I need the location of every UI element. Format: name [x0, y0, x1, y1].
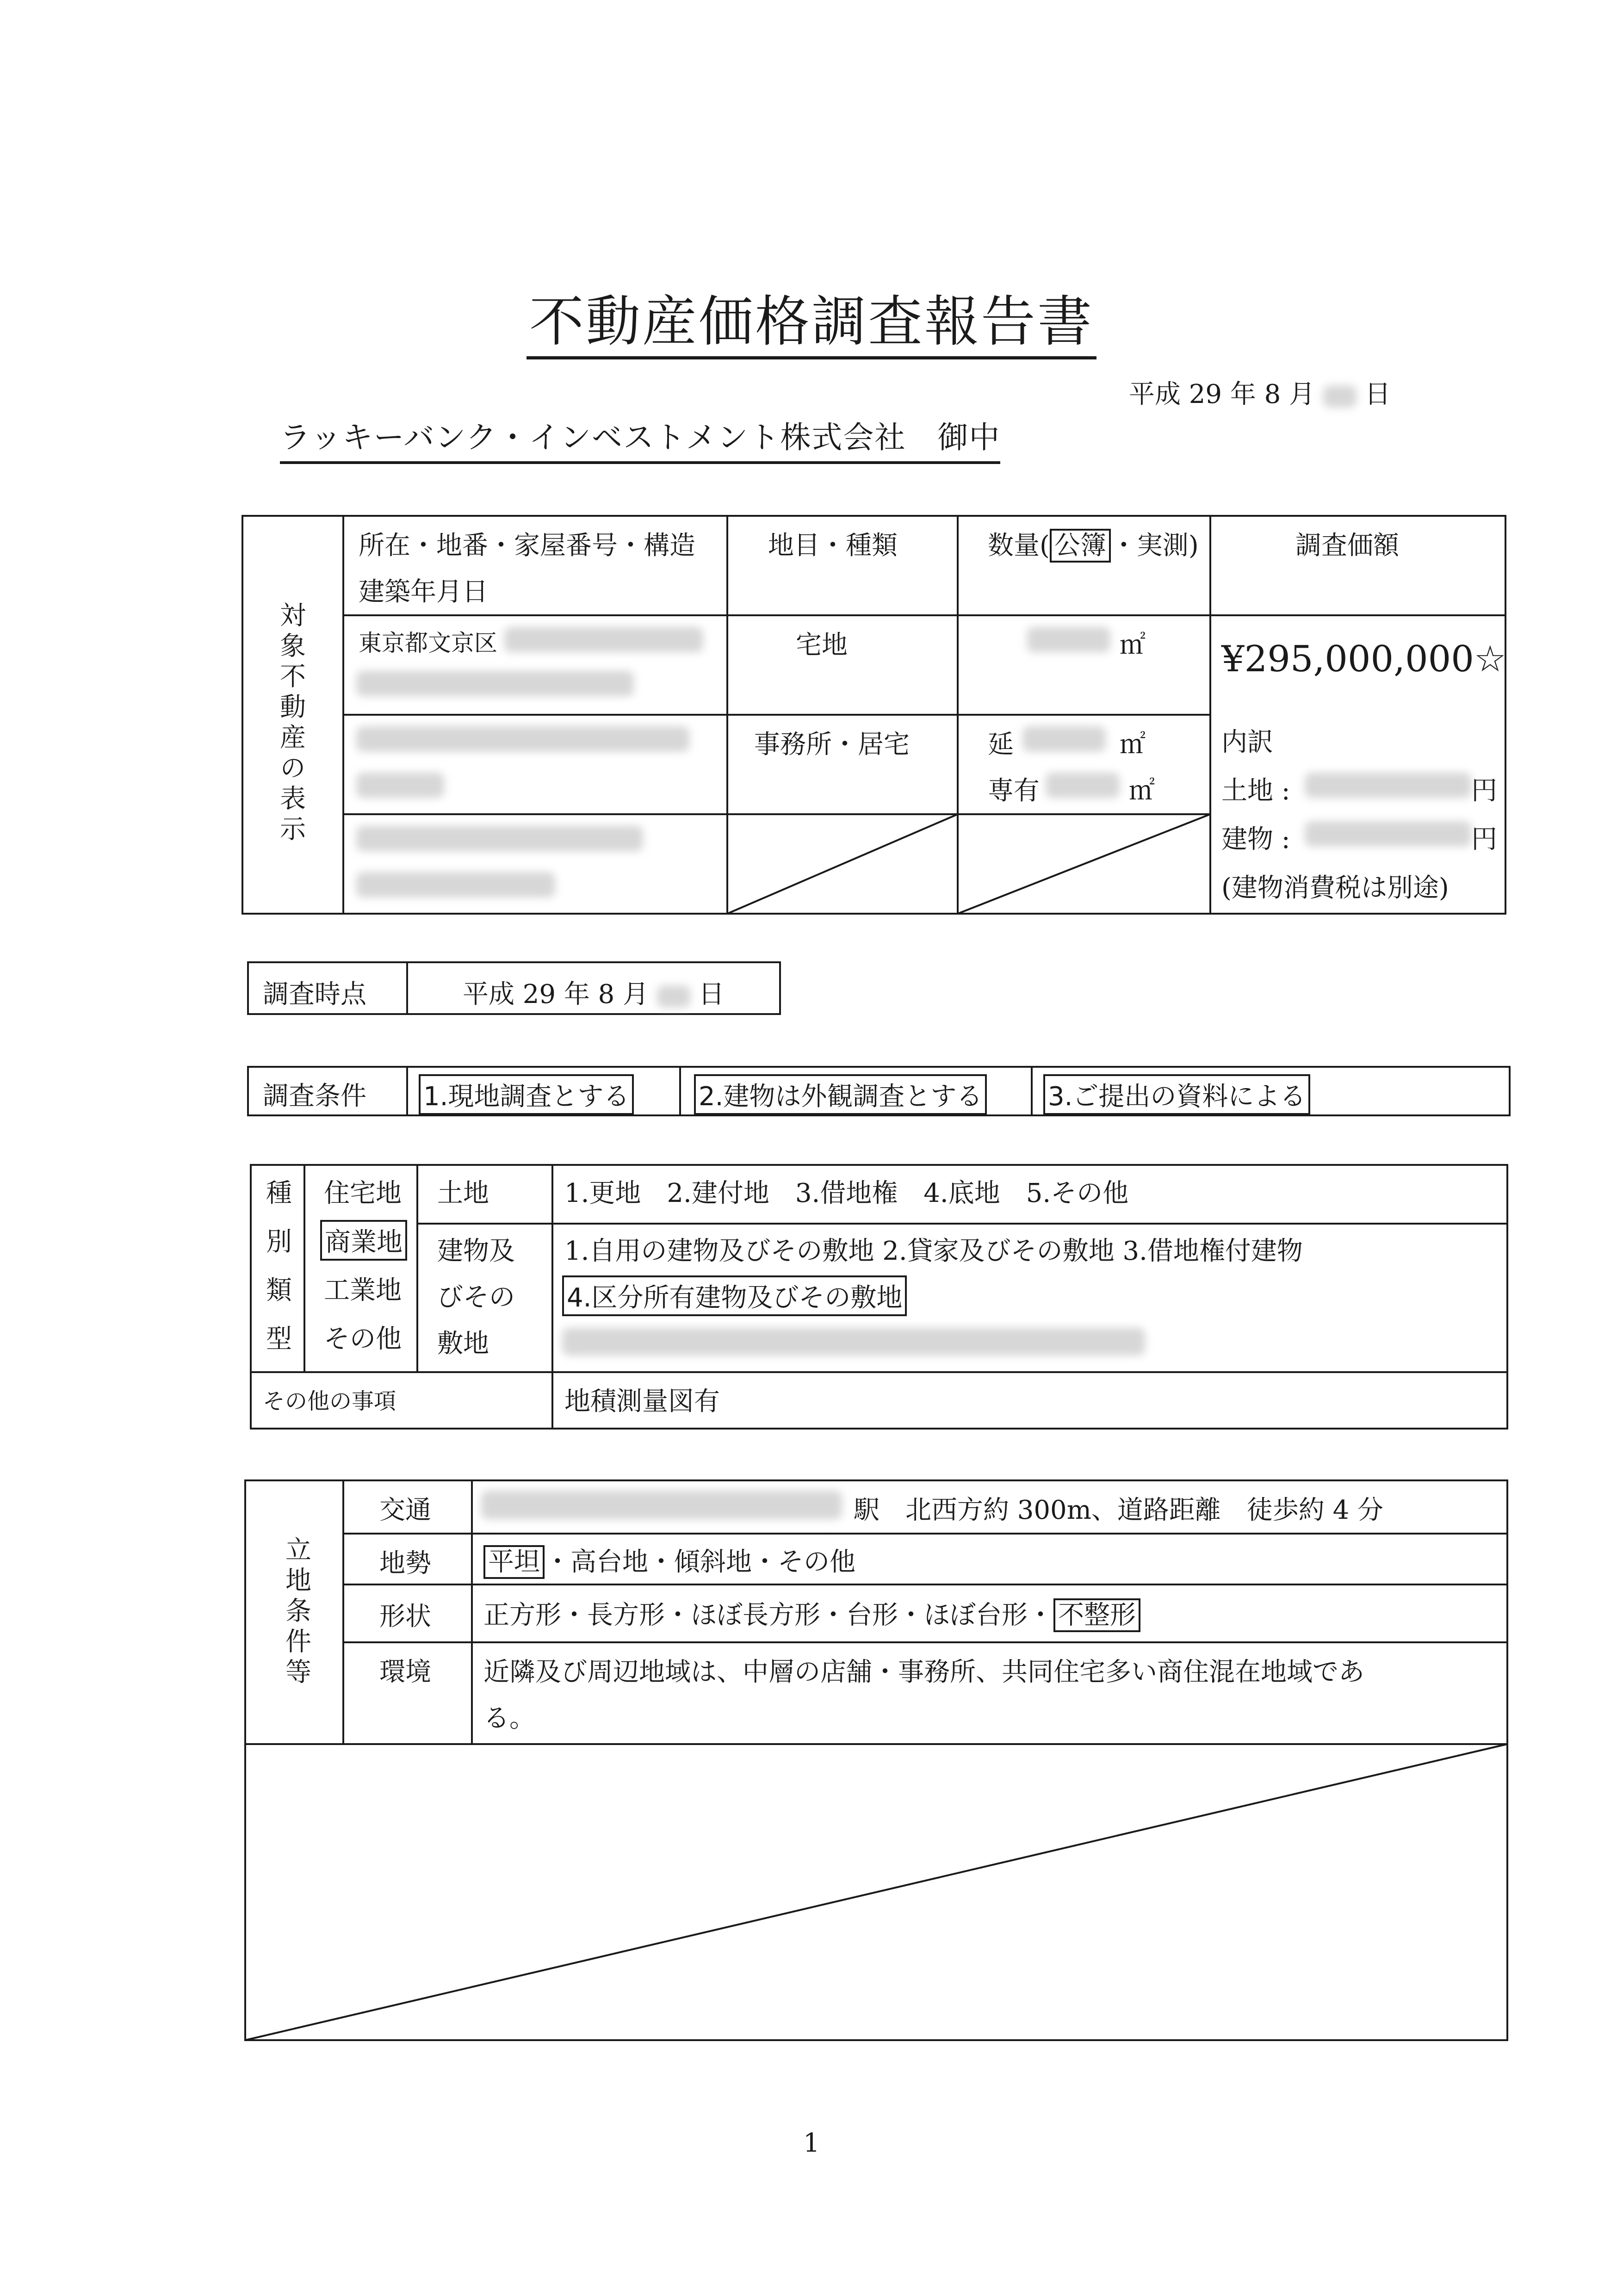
other-matters-value: 地積測量図有 [564, 1386, 720, 1417]
survey-conditions-label: 調査条件 [263, 1081, 366, 1111]
breakdown-label: 内訳 [1221, 727, 1273, 757]
row-label-environment: 環境 [379, 1657, 431, 1687]
address-visible: 東京都文京区 [359, 630, 497, 656]
other-matters-label: その他の事項 [263, 1388, 396, 1414]
survey-time-label: 調査時点 [263, 979, 366, 1009]
land-type-options: 1.更地 2.建付地 3.借地権 4.底地 5.その他 [564, 1178, 1129, 1208]
building-type-label: 建物及 [437, 1236, 515, 1266]
unit-sqm: ㎡ [1120, 630, 1146, 660]
redacted-area [1022, 726, 1106, 752]
report-date: 平成 29 年 8 月 日 [1129, 379, 1391, 409]
yen-unit: 円 [1471, 776, 1497, 806]
building-category-value: 事務所・居宅 [754, 730, 910, 760]
type-side-char: 種 [266, 1178, 292, 1208]
redacted-address [356, 872, 555, 897]
header-location: 所在・地番・家屋番号・構造 [359, 531, 695, 561]
condition-1: 1.現地調査とする [419, 1074, 634, 1115]
exclusive-area-label: 専有 [988, 776, 1040, 806]
building-price-label: 建物 : [1221, 824, 1290, 854]
land-category-value: 宅地 [796, 630, 848, 660]
total-floor-label: 延 [988, 730, 1014, 760]
unit-sqm: ㎡ [1120, 730, 1146, 760]
environment-value-line2: る。 [483, 1703, 535, 1733]
land-price-label: 土地 : [1221, 776, 1290, 806]
redacted-building-detail [562, 1328, 1145, 1355]
unit-sqm: ㎡ [1129, 776, 1155, 806]
zone-industrial: 工業地 [324, 1275, 402, 1306]
terrain-value: 平坦 ・高台地・傾斜地・その他 [483, 1541, 855, 1578]
type-side-char: 類 [266, 1275, 292, 1306]
addressee: ラッキーバンク・インベストメント株式会社 御中 [280, 413, 1000, 464]
row-label-shape: 形状 [379, 1602, 431, 1632]
redacted-address [504, 627, 703, 652]
redacted-station [481, 1491, 842, 1519]
header-built-date: 建築年月日 [359, 577, 488, 607]
survey-time-value: 平成 29 年 8 月 日 [463, 979, 725, 1009]
redacted-area [1046, 773, 1120, 798]
transport-value: 駅 北西方約 300m、道路距離 徒歩約 4 分 [854, 1495, 1384, 1525]
row-label-transport: 交通 [379, 1495, 431, 1525]
zone-other: その他 [324, 1324, 402, 1354]
shape-value: 正方形・長方形・ほぼ長方形・台形・ほぼ台形・ 不整形 [483, 1595, 1140, 1632]
zone-commercial-selected: 商業地 [320, 1220, 407, 1261]
document-title: 不動産価格調査報告書 [0, 278, 1623, 356]
type-side-char: 型 [266, 1324, 292, 1354]
redacted-address [356, 671, 634, 696]
header-land-category: 地目・種類 [768, 531, 898, 561]
redacted-building-price [1305, 821, 1471, 847]
redacted-address [356, 773, 444, 798]
redacted-land-price [1305, 773, 1471, 798]
redacted-day [657, 985, 690, 1008]
header-quantity: 数量( 公簿 ・実測) [988, 525, 1199, 562]
redacted-address [356, 726, 689, 752]
zone-residential: 住宅地 [324, 1178, 402, 1208]
environment-value-line1: 近隣及び周辺地域は、中層の店舗・事務所、共同住宅多い商住混在地域であ [483, 1657, 1364, 1687]
page-number: 1 [803, 2128, 820, 2158]
row-label-terrain: 地勢 [379, 1548, 431, 1578]
property-side-label: 対象不動産の表示 [276, 601, 306, 846]
building-type-options: 1.自用の建物及びその敷地 2.貸家及びその敷地 3.借地権付建物 [564, 1236, 1303, 1266]
survey-price-value: ¥295,000,000☆ [1221, 638, 1506, 680]
building-type-label: 敷地 [437, 1329, 489, 1359]
location-side-label: 立地条件等 [281, 1536, 311, 1689]
condition-3: 3.ご提出の資料による [1043, 1074, 1310, 1115]
redacted-address [356, 826, 643, 851]
building-type-selected: 4.区分所有建物及びその敷地 [562, 1275, 907, 1316]
land-type-label: 土地 [437, 1178, 489, 1208]
yen-unit: 円 [1471, 824, 1497, 854]
building-type-label: びその [437, 1282, 515, 1312]
header-survey-price: 調査価額 [1295, 531, 1399, 561]
type-side-char: 別 [266, 1227, 292, 1257]
tax-note: (建物消費税は別途) [1221, 873, 1449, 903]
redacted-area [1027, 627, 1110, 652]
condition-2: 2.建物は外観調査とする [694, 1074, 987, 1115]
